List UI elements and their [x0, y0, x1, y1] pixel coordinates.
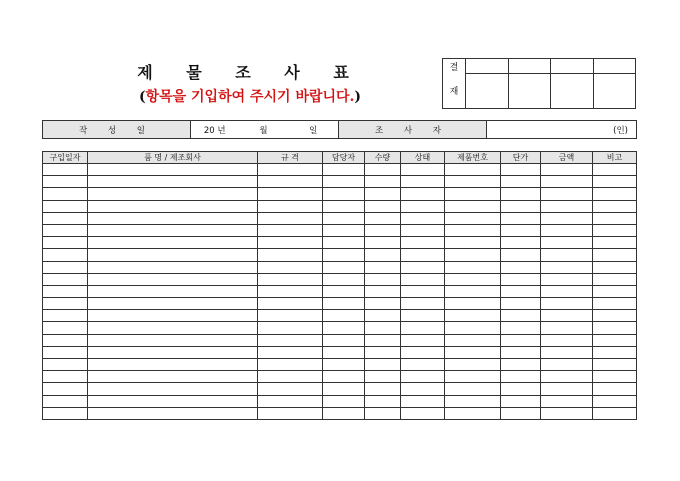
table-cell[interactable]	[43, 334, 88, 346]
table-cell[interactable]	[43, 212, 88, 224]
table-cell[interactable]	[88, 261, 258, 273]
survey-table	[42, 151, 637, 420]
approval-head-cell[interactable]	[508, 59, 551, 74]
table-cell[interactable]	[541, 407, 593, 419]
approval-sign-cell[interactable]	[508, 74, 551, 109]
table-cell[interactable]	[541, 249, 593, 261]
table-cell[interactable]	[258, 261, 323, 273]
table-cell[interactable]	[43, 322, 88, 334]
table-cell[interactable]	[258, 176, 323, 188]
table-cell[interactable]	[593, 298, 637, 310]
table-row	[43, 224, 637, 236]
table-cell[interactable]	[365, 383, 401, 395]
table-cell[interactable]	[445, 383, 501, 395]
table-row	[43, 285, 637, 297]
approval-sign-cell[interactable]	[551, 74, 594, 109]
table-cell[interactable]	[401, 383, 445, 395]
table-cell[interactable]	[445, 395, 501, 407]
table-cell[interactable]	[365, 285, 401, 297]
table-cell[interactable]	[445, 346, 501, 358]
table-cell[interactable]	[401, 200, 445, 212]
table-cell[interactable]	[541, 224, 593, 236]
date-month[interactable]: 월	[239, 121, 289, 139]
table-cell[interactable]	[593, 334, 637, 346]
table-cell[interactable]	[541, 176, 593, 188]
table-cell[interactable]	[323, 395, 365, 407]
table-cell[interactable]	[501, 407, 541, 419]
table-cell[interactable]	[258, 371, 323, 383]
table-cell[interactable]	[365, 188, 401, 200]
approval-head-cell[interactable]	[466, 59, 509, 74]
table-cell[interactable]	[365, 200, 401, 212]
table-cell[interactable]	[401, 371, 445, 383]
table-cell[interactable]	[323, 261, 365, 273]
table-cell[interactable]	[88, 237, 258, 249]
table-cell[interactable]	[593, 322, 637, 334]
table-cell[interactable]	[401, 249, 445, 261]
table-cell[interactable]	[445, 200, 501, 212]
table-row	[43, 188, 637, 200]
table-cell[interactable]	[501, 200, 541, 212]
table-row	[43, 237, 637, 249]
table-row	[43, 261, 637, 273]
table-cell[interactable]	[401, 188, 445, 200]
table-cell[interactable]	[365, 237, 401, 249]
table-cell[interactable]	[501, 322, 541, 334]
table-cell[interactable]	[88, 176, 258, 188]
table-cell[interactable]	[258, 164, 323, 176]
subtitle-open-paren: (	[138, 89, 146, 105]
table-cell[interactable]	[445, 285, 501, 297]
table-cell[interactable]	[501, 346, 541, 358]
table-cell[interactable]	[541, 359, 593, 371]
table-cell[interactable]	[541, 395, 593, 407]
table-cell[interactable]	[365, 371, 401, 383]
table-cell[interactable]	[88, 310, 258, 322]
table-cell[interactable]	[88, 346, 258, 358]
table-cell[interactable]	[445, 249, 501, 261]
table-row	[43, 164, 637, 176]
table-cell[interactable]	[258, 212, 323, 224]
table-cell[interactable]	[43, 371, 88, 383]
table-cell[interactable]	[401, 407, 445, 419]
table-cell[interactable]	[88, 285, 258, 297]
table-cell[interactable]	[401, 322, 445, 334]
table-cell[interactable]	[43, 164, 88, 176]
table-cell[interactable]	[593, 200, 637, 212]
table-cell[interactable]	[88, 395, 258, 407]
table-cell[interactable]	[43, 176, 88, 188]
column-header: 담당자	[323, 152, 365, 164]
column-header: 단가	[501, 152, 541, 164]
table-cell[interactable]	[593, 383, 637, 395]
table-cell[interactable]	[541, 334, 593, 346]
table-cell[interactable]	[365, 334, 401, 346]
table-cell[interactable]	[323, 359, 365, 371]
table-cell[interactable]	[258, 224, 323, 236]
table-cell[interactable]	[43, 285, 88, 297]
table-cell[interactable]	[401, 395, 445, 407]
table-cell[interactable]	[323, 285, 365, 297]
table-cell[interactable]	[593, 407, 637, 419]
table-cell[interactable]	[445, 359, 501, 371]
table-cell[interactable]	[88, 273, 258, 285]
table-cell[interactable]	[365, 310, 401, 322]
table-cell[interactable]	[501, 285, 541, 297]
table-cell[interactable]	[43, 383, 88, 395]
table-cell[interactable]	[445, 322, 501, 334]
table-cell[interactable]	[365, 346, 401, 358]
table-row	[43, 407, 637, 419]
table-cell[interactable]	[593, 224, 637, 236]
table-cell[interactable]	[365, 249, 401, 261]
table-cell[interactable]	[365, 273, 401, 285]
table-cell[interactable]	[88, 322, 258, 334]
table-cell[interactable]	[501, 298, 541, 310]
table-cell[interactable]	[593, 164, 637, 176]
table-cell[interactable]	[445, 261, 501, 273]
table-cell[interactable]	[541, 273, 593, 285]
table-cell[interactable]	[88, 298, 258, 310]
table-cell[interactable]	[43, 395, 88, 407]
table-cell[interactable]	[541, 261, 593, 273]
table-cell[interactable]	[541, 298, 593, 310]
table-cell[interactable]	[541, 371, 593, 383]
table-cell[interactable]	[258, 407, 323, 419]
table-cell[interactable]	[401, 310, 445, 322]
table-row	[43, 249, 637, 261]
table-cell[interactable]	[88, 371, 258, 383]
table-cell[interactable]	[365, 359, 401, 371]
table-cell[interactable]	[258, 237, 323, 249]
table-cell[interactable]	[401, 334, 445, 346]
table-row	[43, 371, 637, 383]
table-cell[interactable]	[593, 176, 637, 188]
info-row	[42, 120, 637, 139]
table-cell[interactable]	[323, 176, 365, 188]
table-cell[interactable]	[43, 188, 88, 200]
table-row	[43, 273, 637, 285]
table-cell[interactable]	[401, 285, 445, 297]
approval-sign-cell[interactable]	[593, 74, 636, 109]
table-cell[interactable]	[401, 273, 445, 285]
table-cell[interactable]	[541, 188, 593, 200]
table-cell[interactable]	[593, 249, 637, 261]
table-cell[interactable]	[445, 407, 501, 419]
table-cell[interactable]	[501, 249, 541, 261]
table-cell[interactable]	[258, 395, 323, 407]
table-cell[interactable]	[43, 298, 88, 310]
inspector-seal-field[interactable]: (인)	[487, 121, 637, 139]
table-cell[interactable]	[365, 322, 401, 334]
table-cell[interactable]	[401, 176, 445, 188]
table-cell[interactable]	[88, 359, 258, 371]
table-cell[interactable]	[323, 200, 365, 212]
table-cell[interactable]	[541, 383, 593, 395]
table-cell[interactable]	[401, 261, 445, 273]
column-header: 규 격	[258, 152, 323, 164]
table-cell[interactable]	[43, 273, 88, 285]
table-cell[interactable]	[88, 249, 258, 261]
table-cell[interactable]	[401, 164, 445, 176]
table-cell[interactable]	[445, 212, 501, 224]
table-cell[interactable]	[365, 176, 401, 188]
table-cell[interactable]	[401, 237, 445, 249]
table-cell[interactable]	[323, 273, 365, 285]
table-cell[interactable]	[323, 298, 365, 310]
table-cell[interactable]	[541, 164, 593, 176]
column-header: 상태	[401, 152, 445, 164]
form-subtitle	[100, 86, 400, 106]
table-cell[interactable]	[43, 407, 88, 419]
table-cell[interactable]	[593, 285, 637, 297]
date-year[interactable]: 20 년	[191, 121, 239, 139]
table-cell[interactable]	[445, 371, 501, 383]
approval-sign-cell[interactable]	[466, 74, 509, 109]
column-header: 제품번호	[445, 152, 501, 164]
table-cell[interactable]	[501, 212, 541, 224]
table-cell[interactable]	[43, 346, 88, 358]
table-cell[interactable]	[501, 261, 541, 273]
table-cell[interactable]	[445, 273, 501, 285]
table-cell[interactable]	[258, 322, 323, 334]
table-cell[interactable]	[445, 224, 501, 236]
table-row	[43, 322, 637, 334]
table-cell[interactable]	[258, 298, 323, 310]
table-row	[43, 176, 637, 188]
table-cell[interactable]	[88, 164, 258, 176]
table-cell[interactable]	[401, 359, 445, 371]
table-cell[interactable]	[365, 395, 401, 407]
table-row	[43, 200, 637, 212]
table-cell[interactable]	[445, 188, 501, 200]
table-cell[interactable]	[593, 237, 637, 249]
table-row	[43, 212, 637, 224]
table-cell[interactable]	[323, 407, 365, 419]
table-cell[interactable]	[323, 164, 365, 176]
table-cell[interactable]	[541, 322, 593, 334]
table-cell[interactable]	[323, 383, 365, 395]
table-cell[interactable]	[323, 322, 365, 334]
table-row	[43, 359, 637, 371]
table-cell[interactable]	[541, 285, 593, 297]
table-cell[interactable]	[43, 200, 88, 212]
approval-box	[442, 58, 636, 109]
table-cell[interactable]	[501, 334, 541, 346]
table-cell[interactable]	[43, 310, 88, 322]
column-header: 금액	[541, 152, 593, 164]
table-cell[interactable]	[541, 200, 593, 212]
table-cell[interactable]	[445, 176, 501, 188]
table-cell[interactable]	[258, 273, 323, 285]
table-cell[interactable]	[445, 237, 501, 249]
table-cell[interactable]	[258, 383, 323, 395]
table-cell[interactable]	[541, 310, 593, 322]
table-cell[interactable]	[401, 212, 445, 224]
table-cell[interactable]	[445, 334, 501, 346]
table-row	[43, 346, 637, 358]
table-cell[interactable]	[501, 188, 541, 200]
table-cell[interactable]	[323, 371, 365, 383]
subtitle-text: 항목을 기입하여 주시기 바랍니다.	[145, 89, 355, 105]
table-row	[43, 334, 637, 346]
table-cell[interactable]	[593, 310, 637, 322]
column-header: 비고	[593, 152, 637, 164]
table-row	[43, 395, 637, 407]
table-cell[interactable]	[88, 200, 258, 212]
column-header: 품 명 / 제조회사	[88, 152, 258, 164]
table-cell[interactable]	[323, 212, 365, 224]
subtitle-close-paren: )	[354, 89, 362, 105]
table-cell[interactable]	[323, 334, 365, 346]
table-cell[interactable]	[43, 249, 88, 261]
table-cell[interactable]	[501, 224, 541, 236]
table-cell[interactable]	[593, 346, 637, 358]
table-cell[interactable]	[401, 346, 445, 358]
table-cell[interactable]	[258, 285, 323, 297]
table-cell[interactable]	[88, 188, 258, 200]
table-cell[interactable]	[43, 224, 88, 236]
table-cell[interactable]	[258, 359, 323, 371]
table-cell[interactable]	[88, 334, 258, 346]
table-cell[interactable]	[258, 310, 323, 322]
table-cell[interactable]	[593, 359, 637, 371]
table-cell[interactable]	[88, 383, 258, 395]
created-date-label: 작 성 일	[43, 121, 191, 139]
table-cell[interactable]	[365, 407, 401, 419]
table-cell[interactable]	[323, 224, 365, 236]
table-cell[interactable]	[88, 212, 258, 224]
approval-label-bottom: 재	[443, 74, 466, 109]
table-cell[interactable]	[501, 371, 541, 383]
form-title: 제 물 조 사 표	[137, 63, 363, 82]
table-cell[interactable]	[401, 224, 445, 236]
table-cell[interactable]	[445, 310, 501, 322]
table-cell[interactable]	[593, 273, 637, 285]
table-cell[interactable]	[501, 383, 541, 395]
table-cell[interactable]	[593, 212, 637, 224]
table-cell[interactable]	[593, 395, 637, 407]
approval-head-cell[interactable]	[593, 59, 636, 74]
table-row	[43, 310, 637, 322]
table-cell[interactable]	[401, 298, 445, 310]
table-cell[interactable]	[323, 249, 365, 261]
approval-head-cell[interactable]	[551, 59, 594, 74]
table-cell[interactable]	[541, 346, 593, 358]
table-cell[interactable]	[593, 261, 637, 273]
table-cell[interactable]	[88, 224, 258, 236]
table-cell[interactable]	[501, 176, 541, 188]
table-cell[interactable]	[365, 224, 401, 236]
table-cell[interactable]	[323, 346, 365, 358]
table-cell[interactable]	[501, 395, 541, 407]
table-cell[interactable]	[258, 334, 323, 346]
table-cell[interactable]	[501, 359, 541, 371]
date-day[interactable]: 일	[289, 121, 339, 139]
table-cell[interactable]	[501, 237, 541, 249]
table-cell[interactable]	[43, 237, 88, 249]
table-cell[interactable]	[323, 188, 365, 200]
table-cell[interactable]	[258, 200, 323, 212]
table-cell[interactable]	[43, 261, 88, 273]
table-cell[interactable]	[541, 212, 593, 224]
column-header: 구입일자	[43, 152, 88, 164]
table-cell[interactable]	[365, 164, 401, 176]
table-cell[interactable]	[258, 188, 323, 200]
table-cell[interactable]	[593, 371, 637, 383]
table-cell[interactable]	[501, 164, 541, 176]
table-cell[interactable]	[88, 407, 258, 419]
inspector-label: 조 사 자	[339, 121, 487, 139]
approval-label-top: 결	[443, 59, 466, 74]
table-cell[interactable]	[365, 298, 401, 310]
table-header-row	[43, 152, 637, 164]
table-cell[interactable]	[258, 249, 323, 261]
column-header: 수량	[365, 152, 401, 164]
table-cell[interactable]	[323, 310, 365, 322]
table-cell[interactable]	[365, 212, 401, 224]
table-cell[interactable]	[593, 188, 637, 200]
table-cell[interactable]	[365, 261, 401, 273]
table-row	[43, 383, 637, 395]
table-row	[43, 298, 637, 310]
table-cell[interactable]	[501, 310, 541, 322]
table-cell[interactable]	[445, 164, 501, 176]
table-cell[interactable]	[43, 359, 88, 371]
table-cell[interactable]	[323, 237, 365, 249]
table-cell[interactable]	[501, 273, 541, 285]
table-cell[interactable]	[258, 346, 323, 358]
table-cell[interactable]	[541, 237, 593, 249]
table-cell[interactable]	[445, 298, 501, 310]
